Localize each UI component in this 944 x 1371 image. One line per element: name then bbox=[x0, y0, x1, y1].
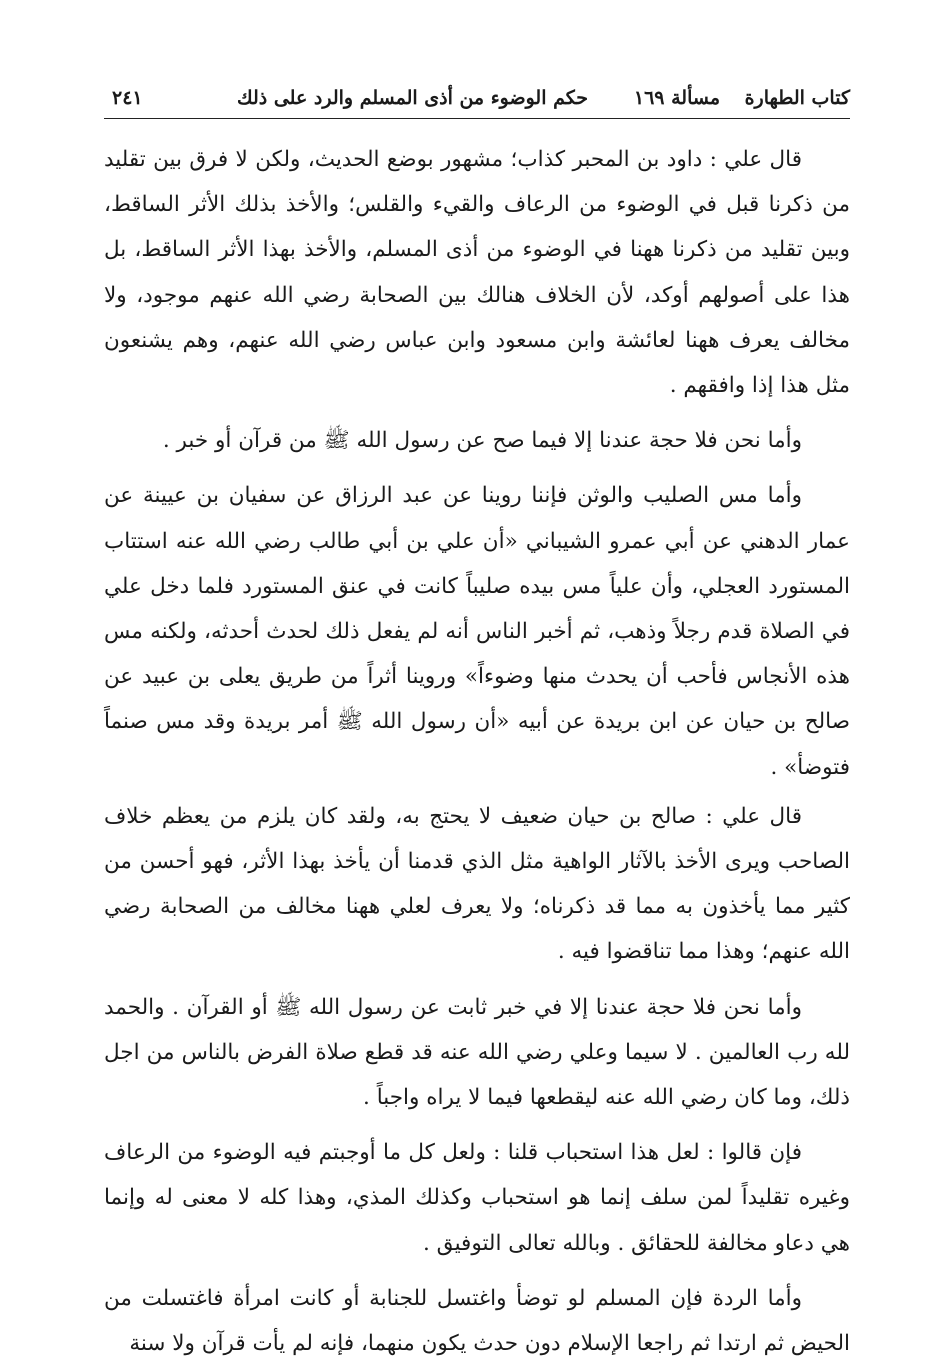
header-book-title: كتاب الطهارة bbox=[744, 87, 850, 109]
paragraph: وأما الردة فإن المسلم لو توضأ واغتسل للجنابة أو كانت امرأة فاغتسلت من الحيض ثم ارتدا ثم راجعا الإسلام دون حدث يكون منهما، فإنه لم يأت قرآن ولا سنة bbox=[104, 1285, 850, 1357]
running-header bbox=[104, 78, 850, 119]
paragraph: فإن قالوا : لعل هذا استحباب قلنا : ولعل كل ما أوجبتم فيه الوضوء من الرعاف وغيره تقليداً لمن سلف إنما هو استحباب وكذلك المذي، وهذا كله لا معنى له وإنما هي دعاو مخالفة للحقائق . وبالله تعالى التوفيق . bbox=[104, 1140, 850, 1256]
paragraph: وأما مس الصليب والوثن فإننا روينا عن عبد الرزاق عن سفيان بن عيينة عن عمار الدهني عن أبي عمرو الشيباني «أن علي بن أبي طالب رضي الله عنه استتاب المستورد العجلي، وأن علياً مس بيده صليباً كانت في عنق المستورد فلما دخل علي في الصلاة قدم رجلاً وذهب، ثم أخبر الناس أنه لم يفعل ذلك لحدث أحدثه، ولكنه مس هذه الأنجاس فأحب أن يحدث منها وضوءاً» وروينا أثراً من طريق يعلى بن عبيد عن صالح بن حيان عن ابن بريدة عن أبيه «أن رسول الله ﷺ أمر بريدة وقد مس صنماً فتوضأ» . bbox=[104, 483, 850, 780]
paragraph: قال علي : داود بن المحبر كذاب؛ مشهور بوضع الحديث، ولكن لا فرق بين تقليد من ذكرنا قبل في الوضوء من الرعاف والقيء والقلس؛ والأخذ بذلك الأثر الساقط، وبين تقليد من ذكرنا ههنا في الوضوء من أذى المسلم، والأخذ بهذا الأثر الساقط، بل هذا على أصولهم أوكد، لأن الخلاف هنالك بين الصحابة رضي الله عنهم موجود، ولا مخالف يعرف ههنا لعائشة وابن مسعود وابن عباس رضي الله عنهم، وهم يشنعون مثل هذا إذا وافقهم . bbox=[104, 147, 850, 399]
header-chapter-title: حكم الوضوء من أذى المسلم والرد على ذلك bbox=[236, 87, 588, 109]
page-number: ٢٤١ bbox=[112, 87, 143, 109]
page-body bbox=[104, 137, 850, 1366]
book-page bbox=[104, 78, 850, 1357]
header-issue-number: مسألة ١٦٩ bbox=[633, 87, 720, 109]
paragraph: وأما نحن فلا حجة عندنا إلا في خبر ثابت عن رسول الله ﷺ أو القرآن . والحمد لله رب العالمين . لا سيما وعلي رضي الله عنه قد قطع صلاة الفرض بالناس من اجل ذلك، وما كان رضي الله عنه ليقطعها فيما لا يراه واجباً . bbox=[104, 994, 850, 1111]
paragraph: قال علي : صالح بن حيان ضعيف لا يحتج به، ولقد كان يلزم من يعظم خلاف الصاحب ويرى الأخذ بالآثار الواهية مثل الذي قدمنا أن يأخذ بهذا الأثر، فهو أحسن من كثير مما يأخذون به مما قد ذكرناه؛ ولا يعرف لعلي ههنا مخالف من الصحابة رضي الله عنهم؛ وهذا مما تناقضوا فيه . bbox=[104, 803, 850, 965]
paragraph: وأما نحن فلا حجة عندنا إلا فيما صح عن رسول الله ﷺ من قرآن أو خبر . bbox=[162, 428, 802, 454]
